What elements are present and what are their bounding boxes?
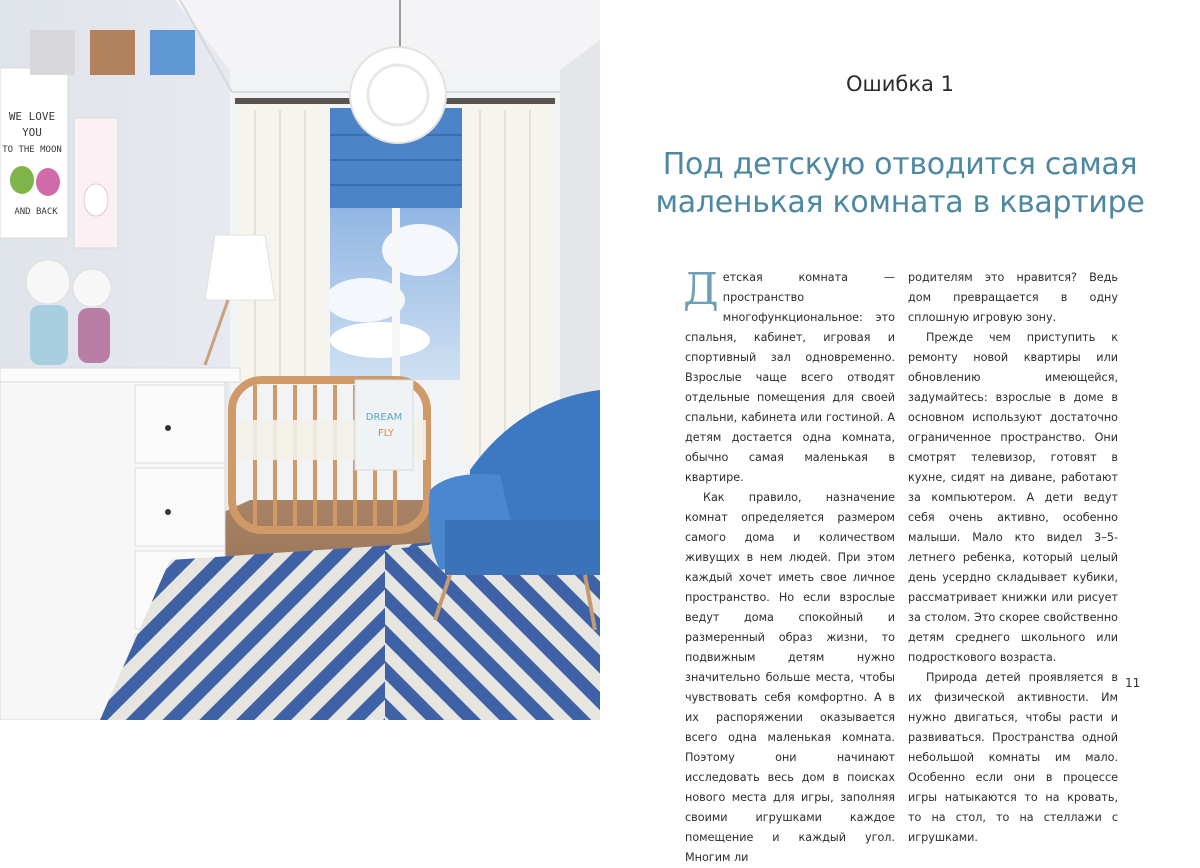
brown-swatch bbox=[90, 30, 135, 75]
bedding-text-2: FLY bbox=[377, 428, 395, 439]
section-kicker: Ошибка 1 bbox=[846, 72, 954, 96]
nursery-photo bbox=[0, 0, 600, 720]
text-page bbox=[600, 0, 1200, 864]
paragraph-2: Как правило, назначение комнат определяется размером самого дома и количеством живущих в нем людей. При этом каждый хочет иметь свое личное пространство. Но если взрослые ведут дома спокойный и размеренный образ жизни, то подвижным детям нужно значительно больше места, чтобы чувствовать себя комфортно. А в их распоряжении оказывается всего одна маленькая комната. Поэтому они начинают исследовать весь дом в поисках нового места для игры, заполняя своими игрушками каждое помещение и каждый угол. Многим ли bbox=[685, 491, 895, 864]
body-column-1 bbox=[683, 264, 895, 868]
blue-swatch bbox=[150, 30, 195, 75]
drop-cap: Д bbox=[683, 264, 719, 315]
paragraph-5: Природа детей проявляется в их физической активности. Им нужно двигаться, чтобы расти и развиваться. Пространства одной небольшой комнаты им мало. Особенно если они в процессе игры натыкаются то на кровать, то на стол, то на стеллажи с игрушками. bbox=[908, 671, 1118, 844]
headline-line-1: Под детскую отводится самая bbox=[662, 147, 1138, 182]
poster1-line3: TO THE MOON bbox=[2, 145, 62, 155]
paragraph-4: Прежде чем приступить к ремонту новой квартиры или обновлению имеющейся, задумайтесь: взрослые в доме в основном используют достаточно ограниченное пространство. Они смотрят телевизор, готовят в кухне, сидят на диване, работают за компьютером. А дети ведут себя очень активно, особенно малыши. Мало кто видел 3–5-летнего ребенка, который целый день усердно складывает кубики, рассматривает книжки или рисует за столом. Это скорее свойственно детям среднего школьного или подросткового возраста. bbox=[908, 331, 1118, 664]
bedding-text-1: DREAM bbox=[365, 412, 403, 423]
page-number: 11 bbox=[1125, 676, 1141, 690]
nursery-illustration bbox=[0, 0, 600, 720]
paragraph-1 bbox=[683, 264, 895, 488]
grey-swatch bbox=[30, 30, 75, 75]
paragraph-1-text: етская комната — пространство многофункциональное: это спальня, кабинет, игровая и спортивный зал одновременно. Взрослые чаще всего отводят отдельные помещения для своей спальни, кабинета или гостиной. А детям достается одна комната, обычно самая маленькая в квартире. bbox=[685, 271, 895, 484]
headline bbox=[600, 146, 1200, 222]
poster1-line2: YOU bbox=[22, 126, 42, 139]
headline-line-2: маленькая комната в квартире bbox=[655, 185, 1145, 220]
poster1-line1: WE LOVE bbox=[8, 110, 56, 123]
paragraph-3: родителям это нравится? Ведь дом превращается в одну сплошную игровую зону. bbox=[908, 271, 1118, 324]
poster1-line4: AND BACK bbox=[14, 207, 58, 217]
body-column-2 bbox=[908, 268, 1118, 848]
